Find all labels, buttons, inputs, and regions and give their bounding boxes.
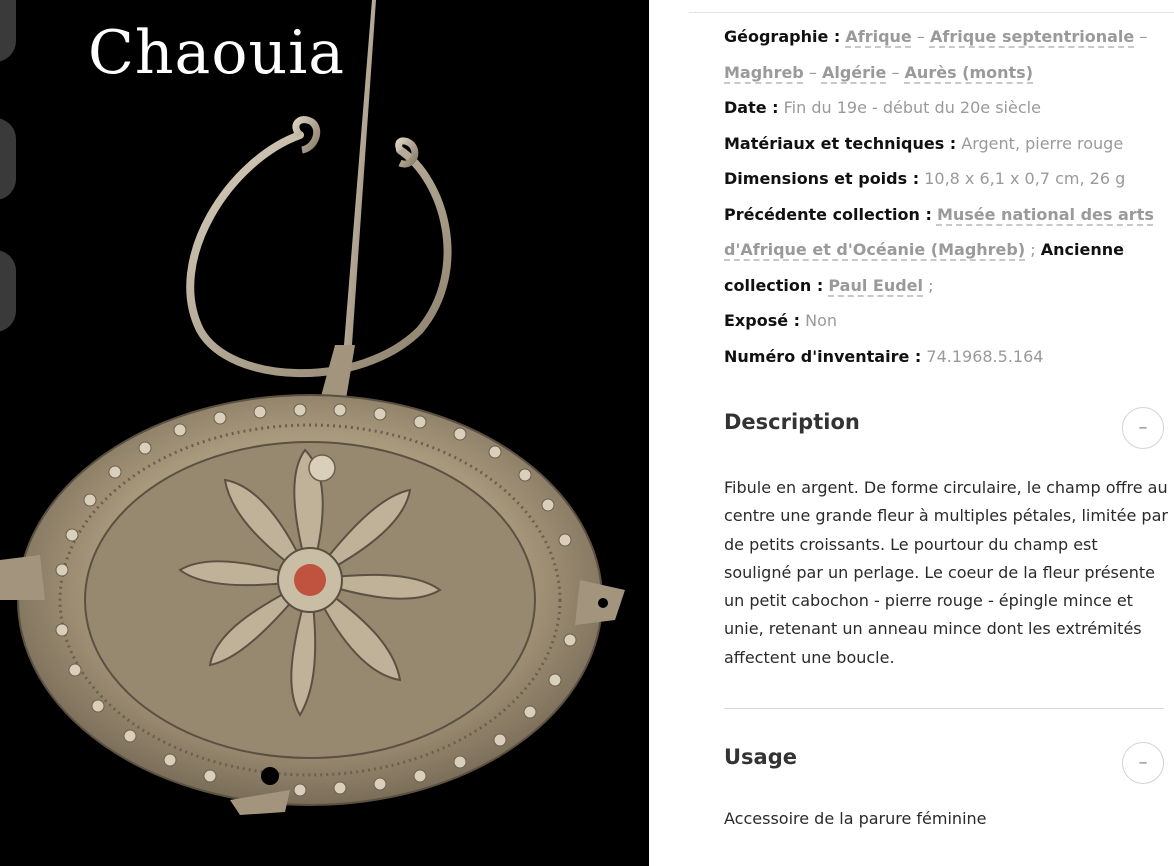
- usage-text: Accessoire de la parure féminine: [724, 809, 987, 828]
- exposed-row: [724, 303, 1169, 339]
- old-collection-link[interactable]: Paul Eudel: [828, 275, 924, 295]
- divider: [724, 708, 1164, 709]
- previous-collection-label: Précédente collection :: [724, 204, 932, 224]
- materials-label: Matériaux et techniques :: [724, 133, 957, 153]
- inventory-row: [724, 339, 1169, 375]
- geography-label: Géographie :: [724, 27, 841, 46]
- geo-link-maghreb[interactable]: Maghreb: [724, 62, 804, 82]
- collection-row: Précédente collection : Musée national des arts d'Afrique et d'Océanie (Maghreb) ; Ancienne collection : Paul Eudel ;: [724, 204, 1154, 295]
- materials-row: [724, 126, 1169, 162]
- object-metadata: [724, 19, 1169, 374]
- inventory-value: 74.1968.5.164: [926, 346, 1044, 366]
- usage-collapse-button[interactable]: –: [1122, 742, 1164, 784]
- geography-row: Géographie : Afrique – Afrique septentrionale – Maghreb – Algérie – Aurès (monts): [724, 27, 1148, 82]
- description-text: Fibule en argent. De forme circulaire, le champ offre au centre une grande fleur à multiples pétales, limitée par de petits croissants. Le pourtour du champ est souligné par un perlage. Le coeur de la fleur présente un petit cabochon - pierre rouge - épingle mince et unie, retenant un anneau mince dont les extrémités affectent une boucle.: [724, 478, 1168, 667]
- usage-heading: Usage: [724, 745, 797, 769]
- date-label: Date :: [724, 98, 779, 117]
- previous-collection-link[interactable]: Musée national des arts d'Afrique et d'Océanie (Maghreb): [724, 204, 1154, 259]
- geo-link-aures[interactable]: Aurès (monts): [904, 62, 1034, 82]
- geo-link-algerie[interactable]: Algérie: [821, 62, 887, 82]
- old-collection-label: Ancienne collection :: [724, 240, 1124, 295]
- description-heading: Description: [724, 410, 860, 434]
- geo-link-afrique[interactable]: Afrique: [845, 27, 912, 46]
- description-collapse-button[interactable]: –: [1122, 407, 1164, 449]
- dimensions-value: 10,8 x 6,1 x 0,7 cm, 26 g: [924, 169, 1126, 188]
- materials-value: Argent, pierre rouge: [961, 133, 1124, 153]
- photo-title: Chaouia: [88, 18, 346, 88]
- dimensions-row: [724, 161, 1169, 197]
- date-value: Fin du 19e - début du 20e siècle: [783, 98, 1041, 117]
- date-row: [724, 90, 1169, 126]
- dimensions-label: Dimensions et poids :: [724, 169, 920, 188]
- object-info-panel: [649, 0, 1174, 866]
- geo-link-afrique-septentrionale[interactable]: Afrique septentrionale: [929, 27, 1135, 46]
- inventory-label: Numéro d'inventaire :: [724, 346, 922, 366]
- exposed-value: Non: [805, 311, 838, 330]
- exposed-label: Exposé :: [724, 311, 801, 330]
- divider: [689, 12, 1174, 13]
